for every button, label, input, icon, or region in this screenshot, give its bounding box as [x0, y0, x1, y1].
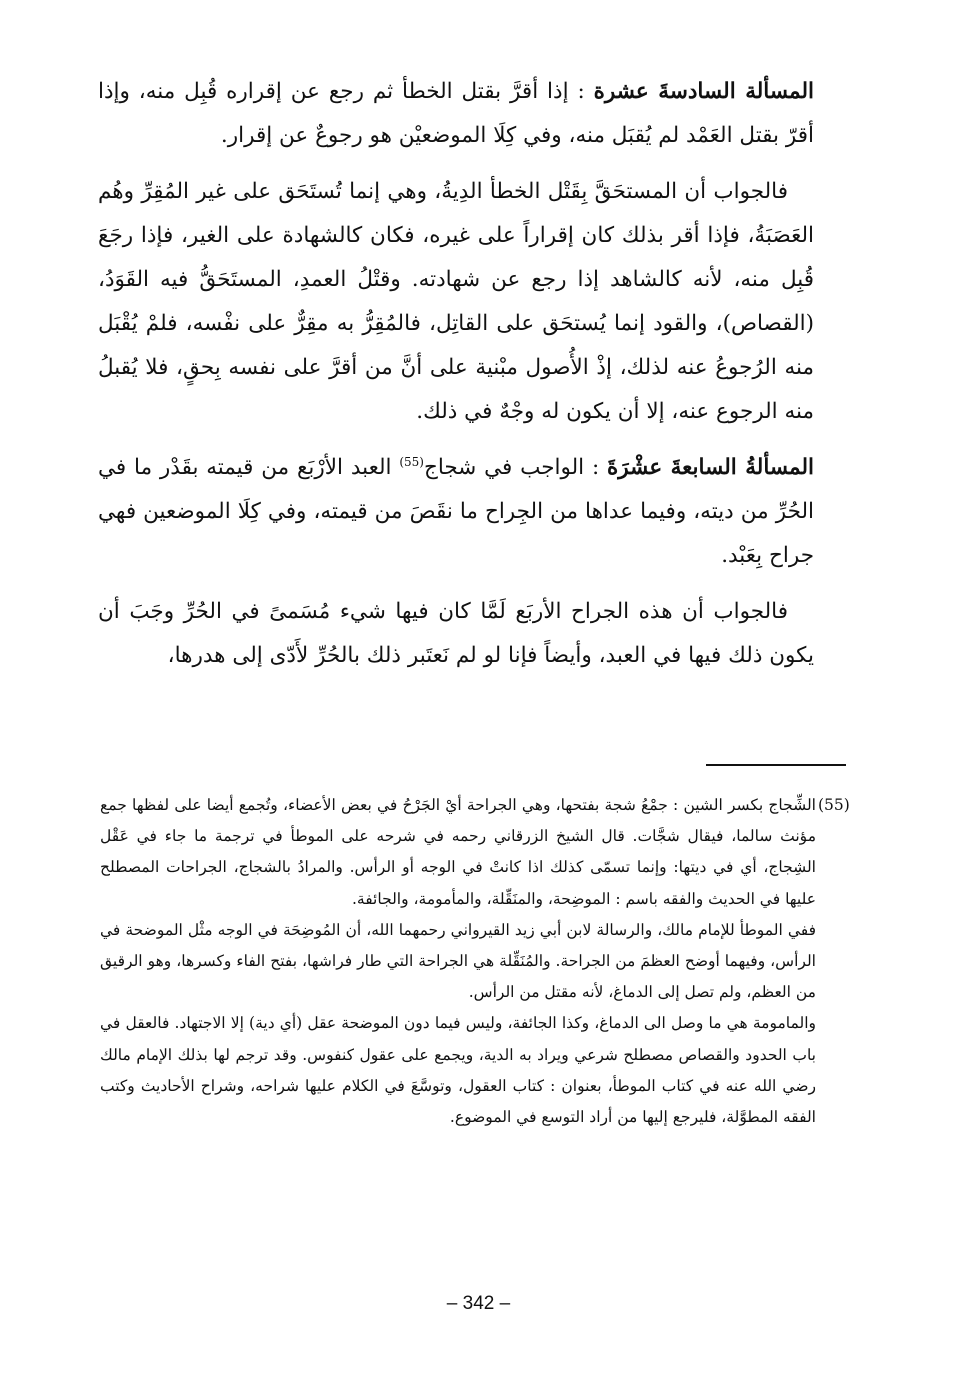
- footnote-number: (55): [818, 796, 850, 814]
- question-16-text: : إذا أقرَّ بقتل الخطأ ثم رجع عن إقراره قُبِل منه، وإذا أقرّ بقتل العَمْد لم يُقبَل منه، وفي كِلَا الموضعيْن هو رجوعٌ عن إقرار.: [98, 79, 814, 148]
- paragraph-answer-17: فالجواب أن هذه الجراح الأربَع لَمَّا كان فيها شيء مُسَمىً في الحُرِّ وجَبَ أن يكون ذلك فيها في العبد، وأيضاً فإنا لو لم نَعتَبر ذلك بالحُرِّ لأَدّى إلى هدرها،: [98, 599, 814, 668]
- footnote-paragraph-2: ففي الموطأ للإمام مالك، والرسالة لابن أبي زيد القيرواني رحمهما الله، أن المُوضِحَة في الوجه مثْل الموضحة في الرأس، وفيهما أوضح العظمَ من الجراحة. والمُنَقِّلة هي الجراحة التي طار فراشها، بفتح الفاء وكسرها، وهو الرقيق من العظم، ولم تصل إلى الدماغ، لأنه مقتل من الرأس.: [100, 920, 816, 1002]
- question-17-text-a: : الواجب في شجاج: [423, 455, 608, 480]
- paragraph-answer-16: فالجواب أن المستحَقَّ بِقَتْل الخطأ الدِيةُ، وهي إنما تُستَحَق على غير المُقِرِّ وهُم العَصَبَةُ، فإذا أقر بذلك كان إقراراً على غيره، فكان كالشهادة على الغير، فإذا رجَعَ قُبِل منه، لأنه كالشاهد إذا رجع عن شهادته. وقتْلُ العمدِ، المستَحَقُّ فيه القَوَدُ، (القصاص)، والقود إنما يُستحَق على القاتِل، فالمُقِرُّ به مقِرٌّ على نفْسه، فلمْ يُقْبَل منه الرُجوعُ عنه لذلك، إذْ الأُصول مبْنية على أنَّ من أقرَّ على نفسه بِحقٍ، فلا يُقبلُ منه الرجوع عنه، إلا أن يكون له وجْهٌ في ذلك.: [98, 179, 814, 424]
- footnote-paragraph-1: الشِّجاج بكسر الشين : جمْعُ شجة بفتحها، وهي الجراحة أيْ الجَرْحُ في بعض الأعضاء، وتُجمع أيضا على لفظها جمع مؤنث سالما، فيقال شجَّات. قال الشيخ الزرقاني رحمه في شرحه على الموطأ في ترجمة ما جاء في عَقْل الشِجاج، أي في ديتها: وإنما تسمّى كذلك اذا كانتْ في الوجه أو الرأس. والمرادُ بالشجاج، الجراحات المصطلح عليها في الحديث والفقه باسم : الموضِحة، والمنَقِّلة، والمأمومة، والجائفة.: [100, 796, 816, 908]
- footnote-divider: [706, 764, 846, 766]
- question-17-text-b: العبد الأرْبَع من قيمته بقَدْر ما في الحُرِّ من ديته، وفيما عداها من الجِراح ما نقَصَ من قيمته، وفي كِلَا الموضعين فهي جراح بِعَبْد.: [98, 455, 814, 568]
- page-number: – 342 –: [446, 1293, 511, 1314]
- paragraph-question-16: [98, 70, 814, 158]
- paragraph-question-17: [98, 446, 814, 578]
- footnote-reference[interactable]: (55): [399, 454, 424, 469]
- main-text: [98, 70, 814, 690]
- footnote-block: [100, 790, 816, 1133]
- footnote-paragraph-3: والمامومة هي ما وصل الى الدماغ، وكذا الجائفة، وليس فيما دون الموضحة عقل (أي دية) إلا الاجتهاد. فالعقل في باب الحدود والقصاص مصطلح شرعي ويراد به الدية، ويجمع على عقول كنفوس. وقد ترجم لها بذلك الإمام مالك رضي الله عنه في كتاب الموطأ، بعنوان : كتاب العقول، وتوسَّعَ في الكلام عليها شراحه، وشراح الأحاديث وكتب الفقه المطوَّلة، فليرجع إليها من أراد التوسع في الموضوع.: [100, 1014, 816, 1127]
- heading-question-16: المسألة السادسةَ عشرة: [593, 79, 814, 104]
- heading-question-17: المسألةُ السابعةَ عشْرَةَ: [607, 455, 815, 480]
